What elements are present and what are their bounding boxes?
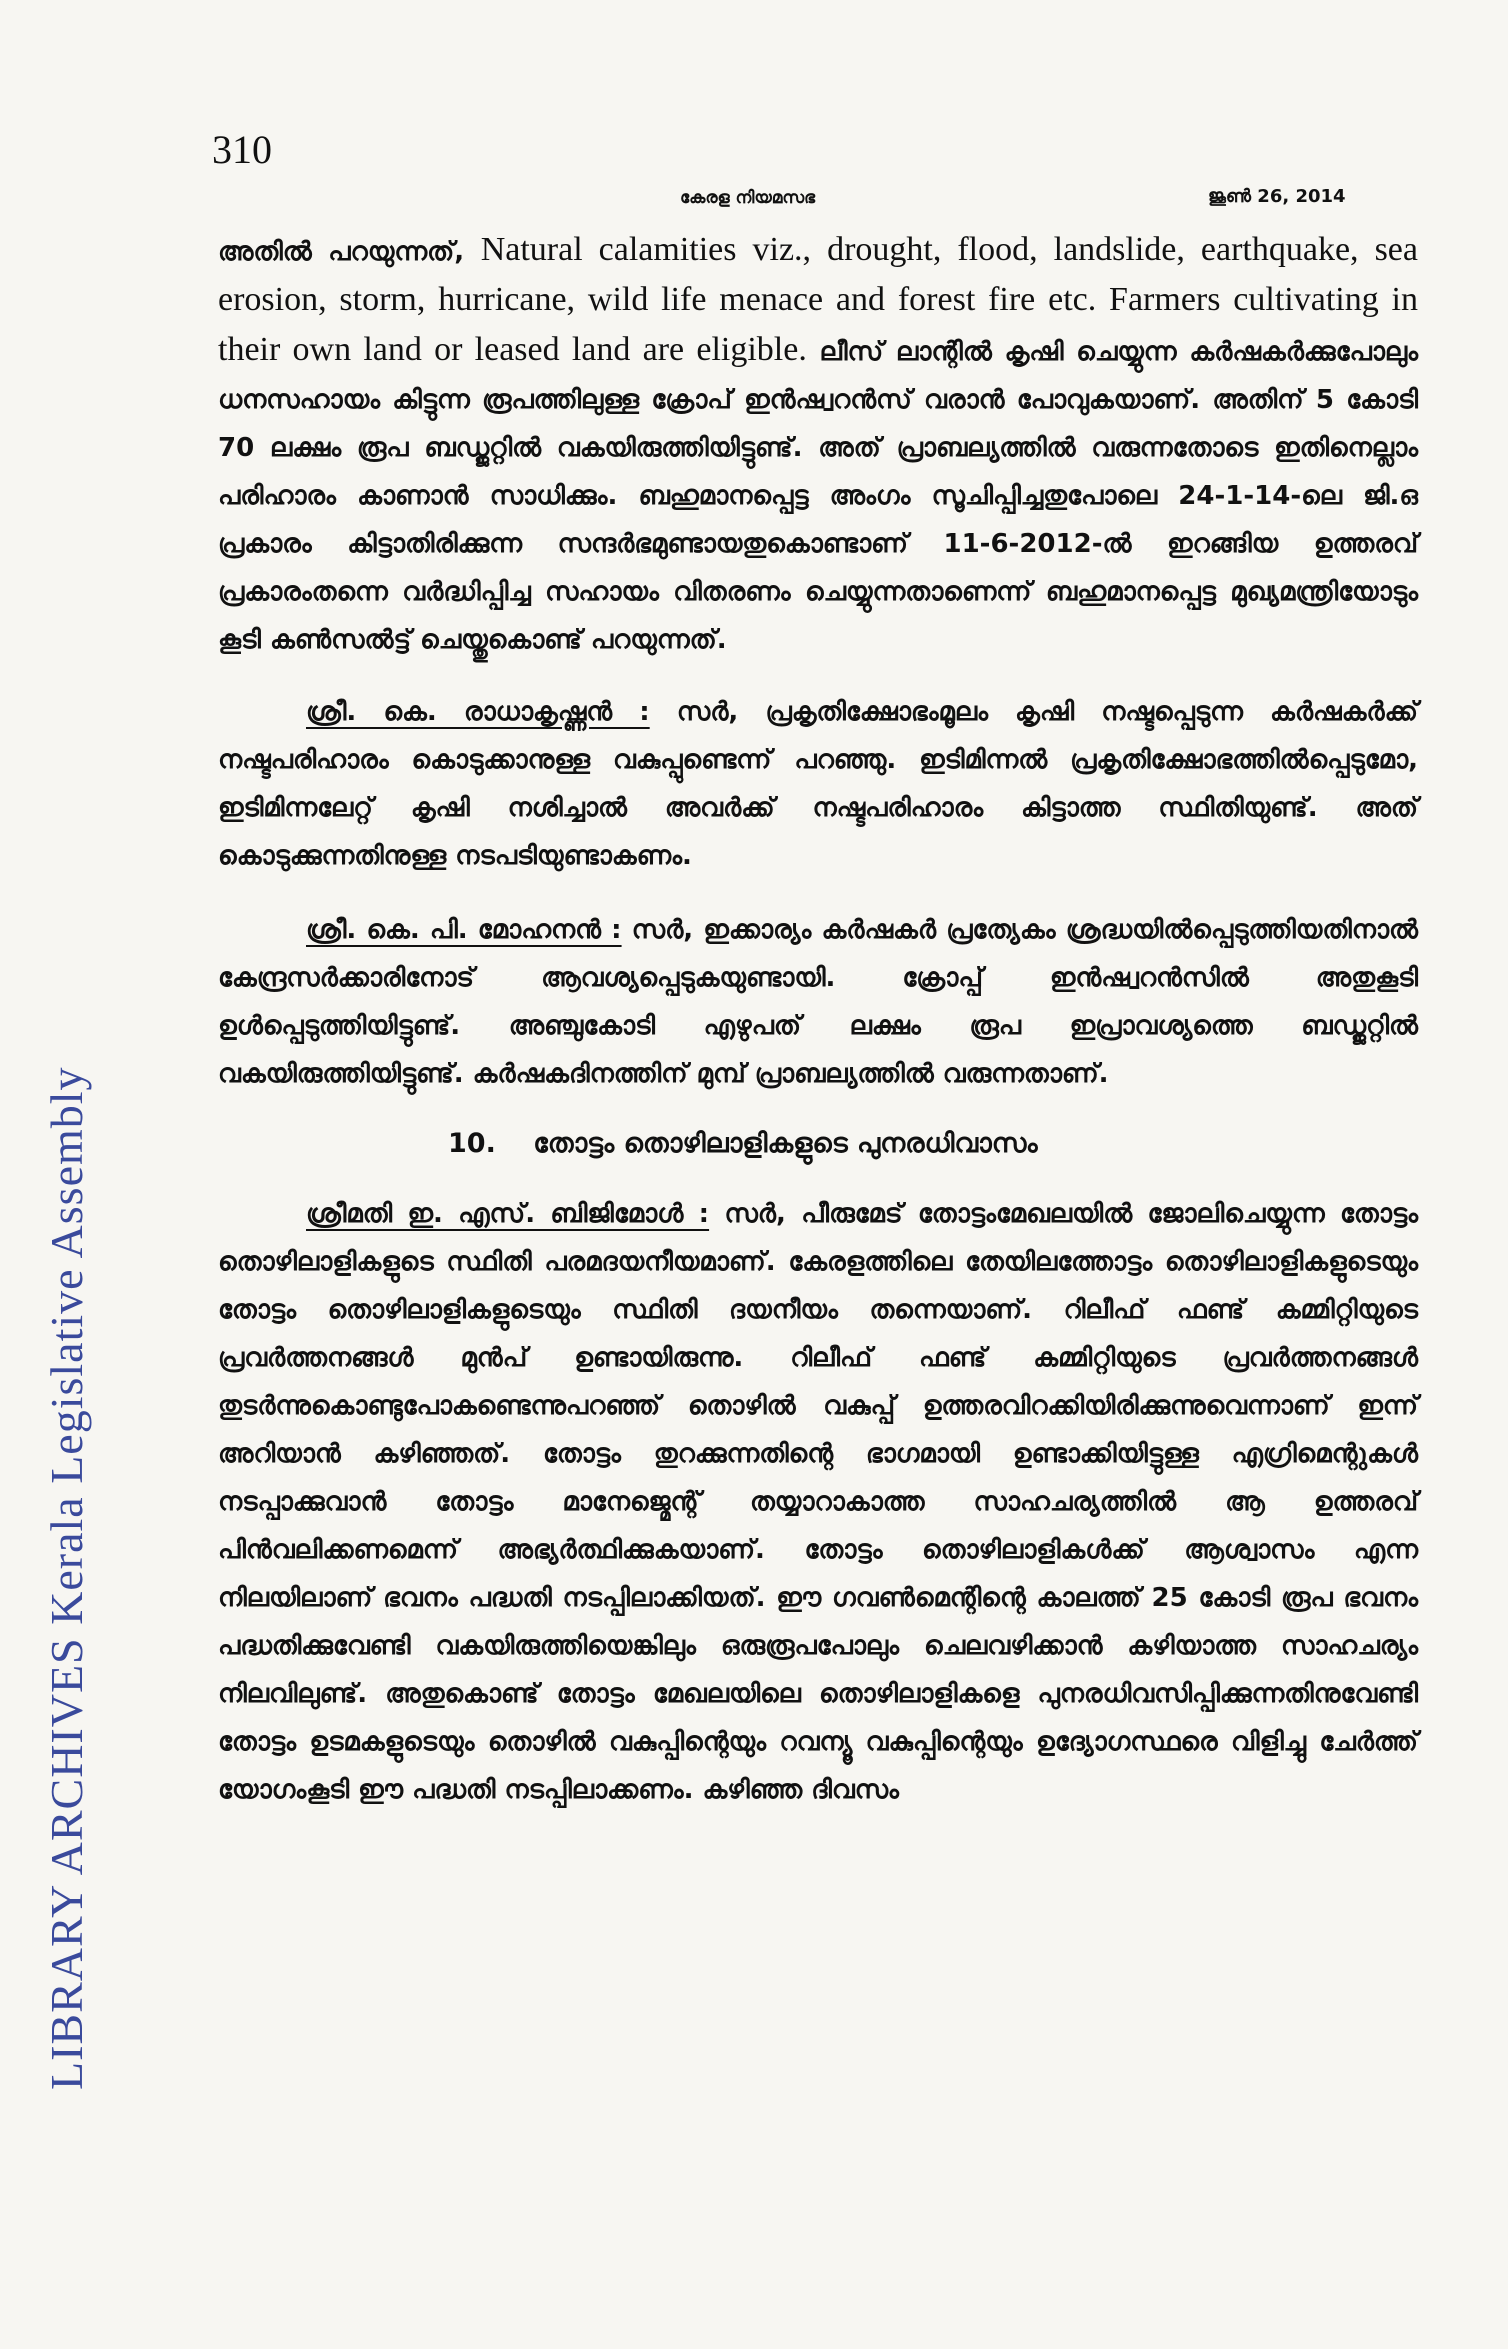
speaker-name: ശ്രീ. കെ. രാധാകൃഷ്ണൻ :	[306, 697, 650, 727]
page-number: 310	[212, 127, 272, 172]
paragraph-1-english-quote: Natural calamities viz., drought, flood, landslide, earthquake, sea erosion, storm, hurricane, wild life menace and forest fire etc. Farmers cultivating in their own land or leased land are eligible.	[218, 231, 1418, 368]
page-body	[218, 226, 1418, 1814]
section-title: തോട്ടം തൊഴിലാളികളുടെ പുനരധിവാസം	[533, 1128, 1038, 1159]
paragraph-1-lead: അതിൽ പറയുന്നത്,	[218, 237, 465, 267]
section-heading	[448, 1120, 1418, 1168]
section-number: 10.	[448, 1128, 496, 1159]
paragraph-1-body: ലീസ് ലാന്റിൽ കൃഷി ചെയ്യുന്ന കർഷകർക്കുപോലും ധനസഹായം കിട്ടുന്ന രൂപത്തിലുള്ള ക്രോപ് ഇൻഷ്വറൻസ് വരാൻ പോവുകയാണ്. അതിന് 5 കോടി 70 ലക്ഷം രൂപ ബഡ്ജറ്റിൽ വകയിരുത്തിയിട്ടുണ്ട്. അത് പ്രാബല്യത്തിൽ വരുന്നതോടെ ഇതിനെല്ലാം പരിഹാരം കാണാൻ സാധിക്കും. ബഹുമാനപ്പെട്ട അംഗം സൂചിപ്പിച്ചതുപോലെ 24-1-14-ലെ ജി.ഒ പ്രകാരം കിട്ടാതിരിക്കുന്ന സന്ദർഭമുണ്ടായതുകൊണ്ടാണ് 11-6-2012-ൽ ഇറങ്ങിയ ഉത്തരവ് പ്രകാരംതന്നെ വർദ്ധിപ്പിച്ച സഹായം വിതരണം ചെയ്യുന്നതാണെന്ന് ബഹുമാനപ്പെട്ട മുഖ്യമന്ത്രിയോടും കൂടി കൺസൽട്ട് ചെയ്തുകൊണ്ട് പറയുന്നത്.	[218, 337, 1418, 655]
paragraph-2	[218, 688, 1418, 880]
paragraph-4	[218, 1190, 1418, 1814]
paragraph-3	[218, 906, 1418, 1098]
speech-text: സർ, ഇക്കാര്യം കർഷകർ പ്രത്യേകം ശ്രദ്ധയിൽപ്പെടുത്തിയതിനാൽ കേന്ദ്രസർക്കാരിനോട് ആവശ്യപ്പെടുകയുണ്ടായി. ക്രോപ്പ് ഇൻഷ്വറൻസിൽ അതുകൂടി ഉൾപ്പെടുത്തിയിട്ടുണ്ട്. അഞ്ചുകോടി എഴുപത് ലക്ഷം രൂപ ഇപ്രാവശ്യത്തെ ബഡ്ജറ്റിൽ വകയിരുത്തിയിട്ടുണ്ട്. കർഷകദിനത്തിന് മുമ്പ് പ്രാബല്യത്തിൽ വരുന്നതാണ്.	[218, 915, 1418, 1089]
speaker-name: ശ്രീമതി ഇ. എസ്. ബിജിമോൾ :	[306, 1199, 710, 1229]
speech-text: സർ, പീരുമേട് തോട്ടംമേഖലയിൽ ജോലിചെയ്യുന്ന തോട്ടം തൊഴിലാളികളുടെ സ്ഥിതി പരമദയനീയമാണ്. കേരളത്തിലെ തേയിലത്തോട്ടം തൊഴിലാളികളുടെയും തോട്ടം തൊഴിലാളികളുടെയും സ്ഥിതി ദയനീയം തന്നെയാണ്. റിലീഫ് ഫണ്ട് കമ്മിറ്റിയുടെ പ്രവർത്തനങ്ങൾ മുൻപ് ഉണ്ടായിരുന്നു. റിലീഫ് ഫണ്ട് കമ്മിറ്റിയുടെ പ്രവർത്തനങ്ങൾ തുടർന്നുകൊണ്ടുപോകണ്ടെന്നുപറഞ്ഞ് തൊഴിൽ വകുപ്പ് ഉത്തരവിറക്കിയിരിക്കുന്നുവെന്നാണ് ഇന്ന് അറിയാൻ കഴിഞ്ഞത്. തോട്ടം തുറക്കുന്നതിന്റെ ഭാഗമായി ഉണ്ടാക്കിയിട്ടുള്ള എഗ്രിമെന്റുകൾ നടപ്പാക്കുവാൻ തോട്ടം മാനേജ്മെന്റ് തയ്യാറാകാത്ത സാഹചര്യത്തിൽ ആ ഉത്തരവ് പിൻവലിക്കണമെന്ന് അഭ്യർത്ഥിക്കുകയാണ്. തോട്ടം തൊഴിലാളികൾക്ക് ആശ്വാസം എന്ന നിലയിലാണ് ഭവനം പദ്ധതി നടപ്പിലാക്കിയത്. ഈ ഗവൺമെന്റിന്റെ കാലത്ത് 25 കോടി രൂപ ഭവനം പദ്ധതിക്കുവേണ്ടി വകയിരുത്തിയെങ്കിലും ഒരുരൂപപോലും ചെലവഴിക്കാൻ കഴിയാത്ത സാഹചര്യം നിലവിലുണ്ട്. അതുകൊണ്ട് തോട്ടം മേഖലയിലെ തൊഴിലാളികളെ പുനരധിവസിപ്പിക്കുന്നതിനുവേണ്ടി തോട്ടം ഉടമകളുടെയും തൊഴിൽ വകുപ്പിന്റെയും റവന്യൂ വകുപ്പിന്റെയും ഉദ്യോഗസ്ഥരെ വിളിച്ചു ചേർത്ത് യോഗംകൂടി ഈ പദ്ധതി നടപ്പിലാക്കണം. കഴിഞ്ഞ ദിവസം	[218, 1199, 1418, 1805]
speaker-name: ശ്രീ. കെ. പി. മോഹനൻ :	[306, 915, 622, 945]
library-archives-stamp: LIBRARY ARCHIVES Kerala Legislative Assembly	[41, 1066, 92, 2090]
running-head: കേരള നിയമസഭ	[680, 188, 816, 208]
paragraph-1	[218, 226, 1418, 664]
running-date: ജൂൺ 26, 2014	[1208, 186, 1346, 207]
speech-text: സർ, പ്രകൃതിക്ഷോഭംമൂലം കൃഷി നഷ്ടപ്പെടുന്ന കർഷകർക്ക് നഷ്ടപരിഹാരം കൊടുക്കാനുള്ള വകുപ്പുണ്ടെന്ന് പറഞ്ഞു. ഇടിമിന്നൽ പ്രകൃതിക്ഷോഭത്തിൽപ്പെടുമോ, ഇടിമിന്നലേറ്റ് കൃഷി നശിച്ചാൽ അവർക്ക് നഷ്ടപരിഹാരം കിട്ടാത്ത സ്ഥിതിയുണ്ട്. അത് കൊടുക്കുന്നതിനുള്ള നടപടിയുണ്ടാകണം.	[218, 697, 1418, 871]
